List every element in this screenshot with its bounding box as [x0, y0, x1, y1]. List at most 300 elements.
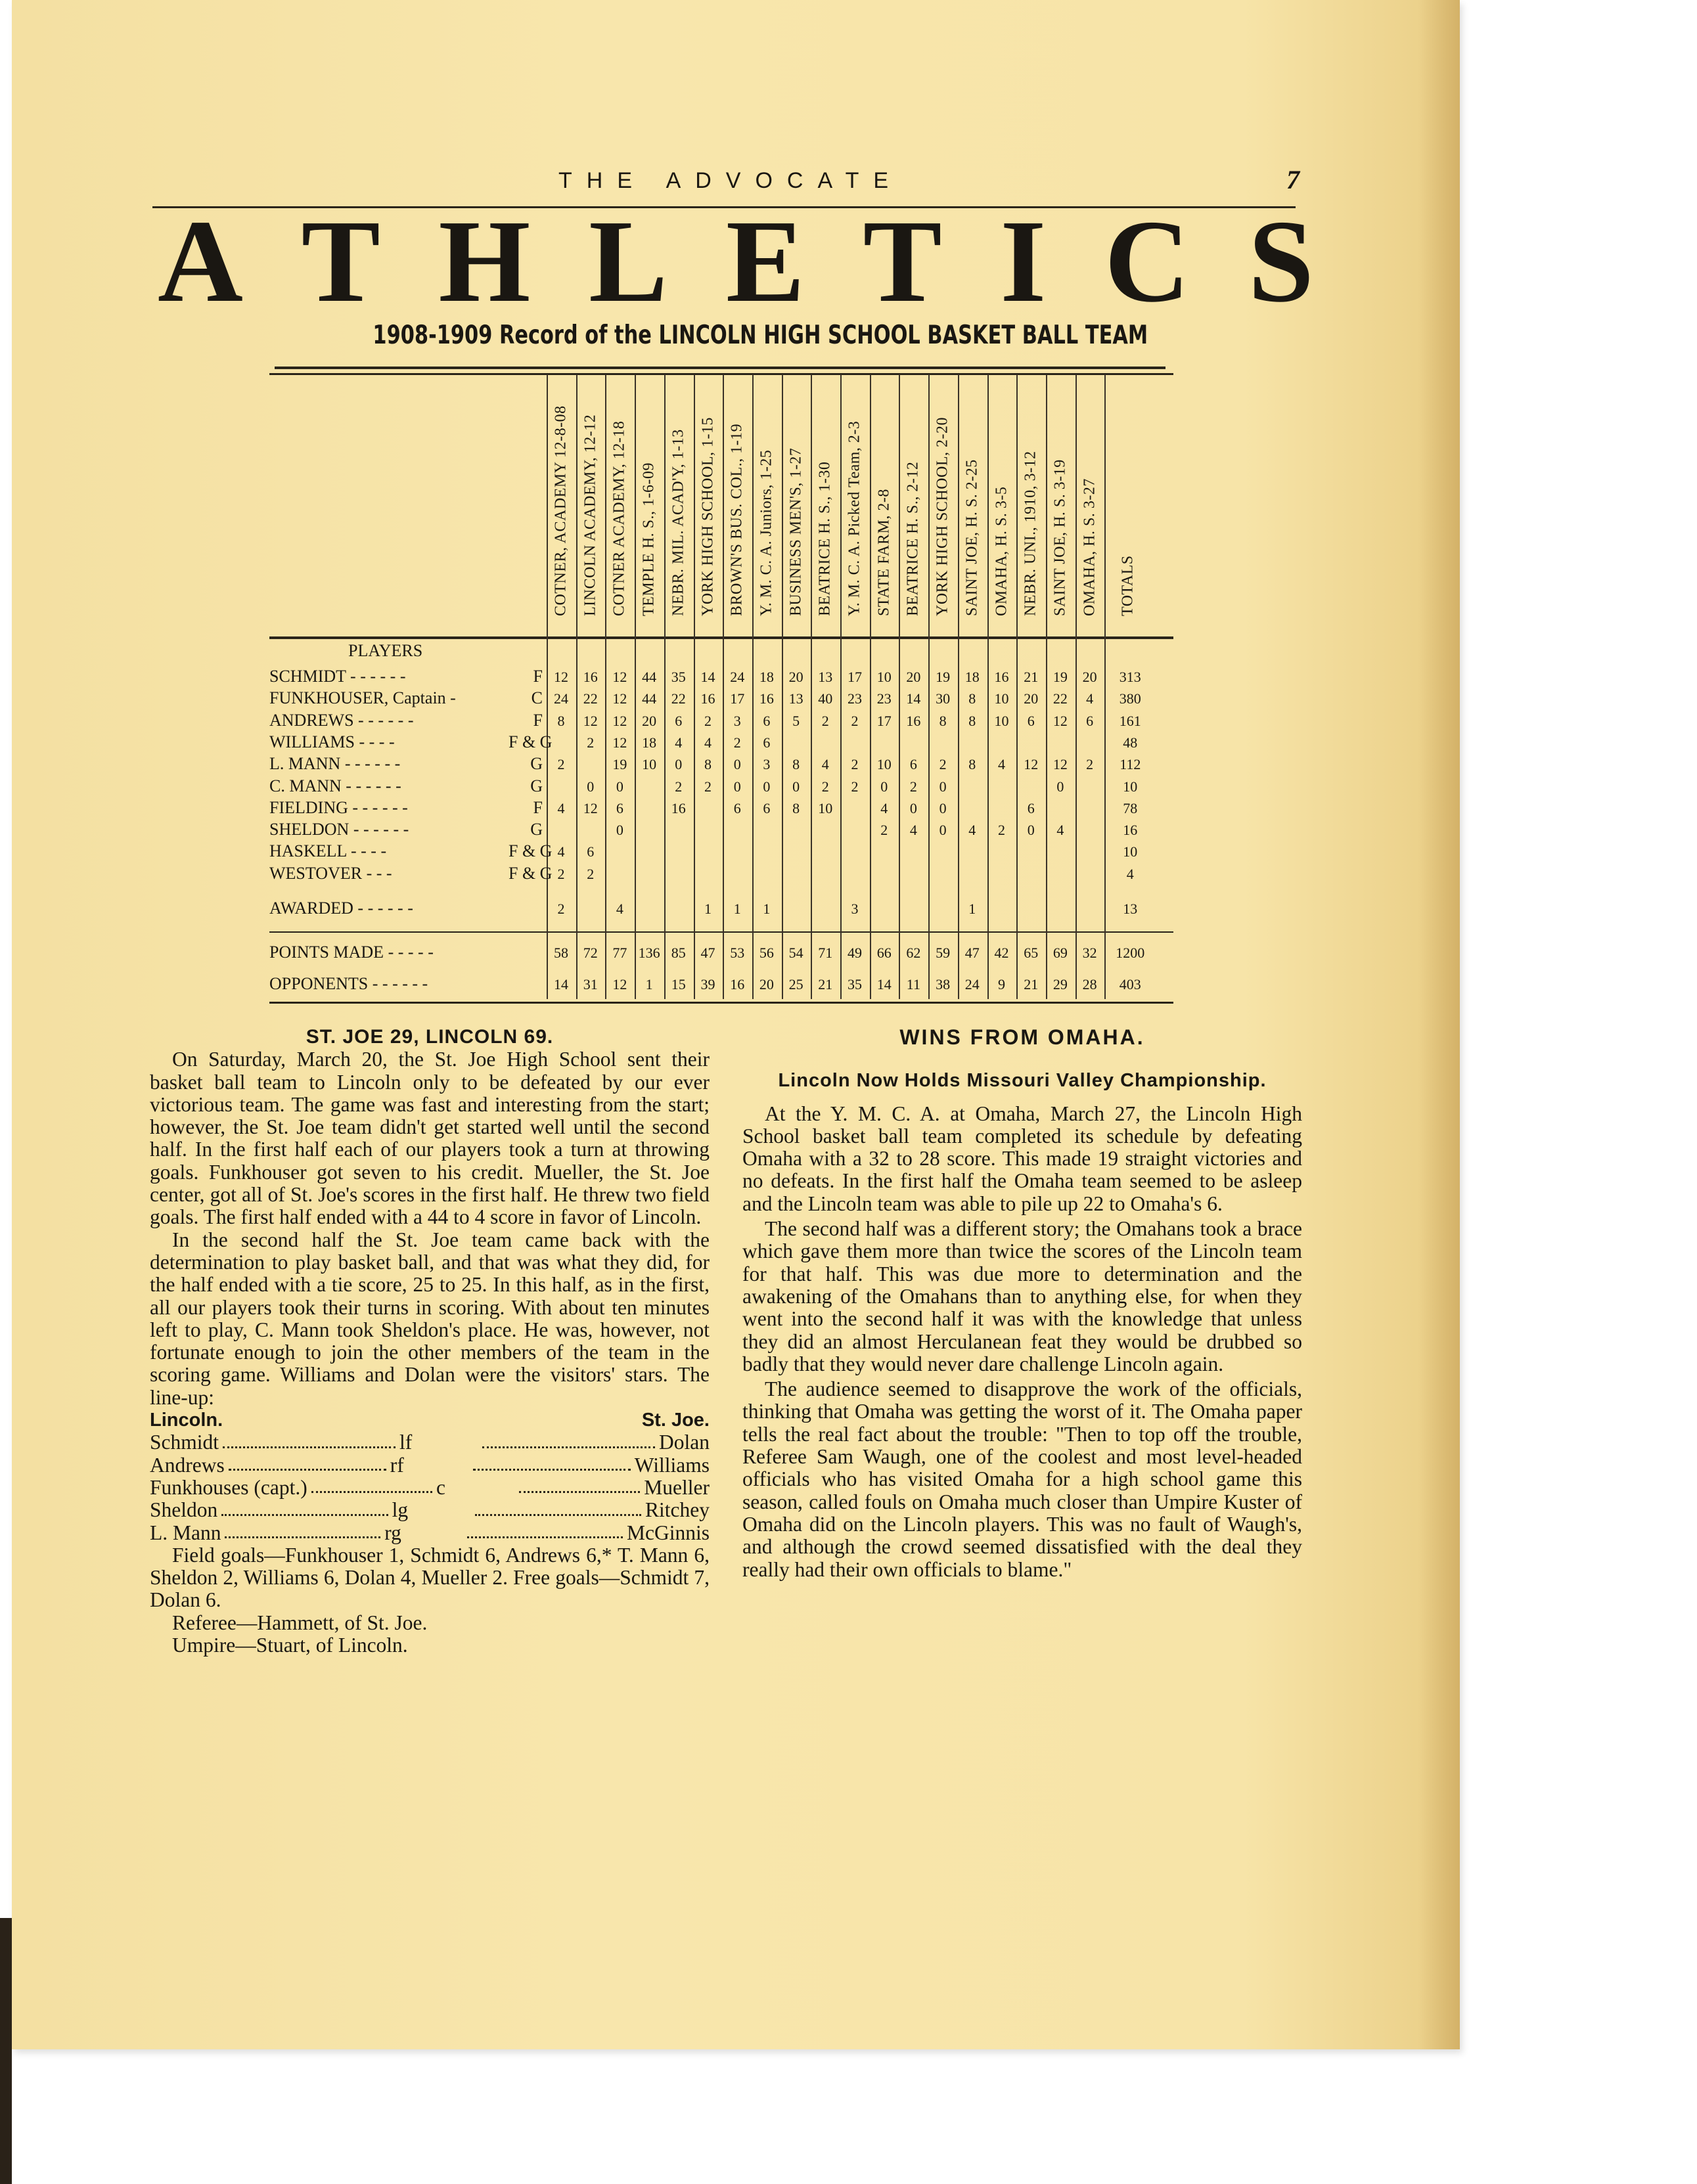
- player-row-position: F & G: [509, 732, 553, 751]
- player-row-cell: 0: [587, 778, 595, 795]
- leader-dots: [223, 1431, 396, 1448]
- game-label: BEATRICE H. S., 2-12: [904, 461, 922, 616]
- lincoln-player: L. Mann: [150, 1521, 221, 1544]
- player-row-position: G: [530, 776, 543, 795]
- leader-dots: [225, 1522, 380, 1538]
- lineup-row: [150, 1477, 710, 1499]
- lincoln-player: Sheldon: [150, 1498, 218, 1522]
- totals-label: TOTALS: [1119, 555, 1137, 616]
- title-letter: T: [301, 196, 380, 326]
- player-row-cell: 8: [704, 756, 712, 773]
- player-row-name: FUNKHOUSER, Captain -: [269, 688, 456, 708]
- leader-dots: [467, 1522, 623, 1538]
- player-row-cell: 6: [763, 712, 771, 729]
- game-label: COTNER, ACADEMY 12-8-08: [552, 405, 570, 616]
- player-row-cell: 6: [587, 843, 595, 860]
- points-made-row-cell: 54: [788, 945, 803, 961]
- player-row-cell: 20: [788, 669, 803, 685]
- player-row-cell: 2: [587, 734, 595, 751]
- opponents-row-cell: 1: [645, 976, 653, 992]
- points-made-row-cell: 136: [638, 945, 660, 961]
- player-row-cell: 4: [968, 822, 976, 839]
- player-row-total: 380: [1119, 690, 1141, 707]
- player-row-cell: 10: [994, 690, 1009, 707]
- player-row-cell: 10: [876, 756, 892, 773]
- player-row-cell: 6: [763, 734, 771, 751]
- game-column-header: [723, 381, 752, 634]
- awarded-row-name: AWARDED - - - - - -: [269, 899, 413, 918]
- player-row-cell: 6: [675, 712, 683, 729]
- leader-dots: [519, 1477, 640, 1493]
- table-top-rule: [269, 373, 1173, 375]
- player-row-total: 161: [1119, 712, 1141, 729]
- player-row-position: C: [531, 688, 543, 708]
- awarded-row-cell: 2: [557, 901, 565, 917]
- opponents-row-cell: 16: [730, 976, 745, 992]
- player-row-total: 4: [1126, 865, 1134, 882]
- game-label: NEBR. MIL. ACAD'Y, 1-13: [669, 429, 687, 616]
- game-column-header: [576, 381, 605, 634]
- player-row-name: WESTOVER - - -: [269, 863, 392, 883]
- player-row-cell: 8: [939, 712, 947, 729]
- player-row-cell: 2: [851, 778, 859, 795]
- player-row-cell: 17: [730, 690, 745, 707]
- player-row-cell: 44: [642, 669, 657, 685]
- player-row-cell: 23: [876, 690, 892, 707]
- leader-dots: [311, 1477, 432, 1493]
- player-row-cell: 3: [733, 712, 741, 729]
- player-row-cell: 5: [792, 712, 800, 729]
- table-header-rule: [269, 636, 1173, 639]
- player-row-cell: 2: [909, 778, 917, 795]
- player-row-cell: 2: [851, 756, 859, 773]
- player-row-name: C. MANN - - - - - -: [269, 776, 401, 795]
- player-row-cell: 40: [818, 690, 833, 707]
- player-row-cell: 17: [876, 712, 892, 729]
- player-row-cell: 20: [1082, 669, 1097, 685]
- player-row-cell: 2: [821, 712, 829, 729]
- left-article-heading: ST. JOE 29, LINCOLN 69.: [305, 1026, 554, 1048]
- player-row-cell: 12: [554, 669, 568, 685]
- game-label: BEATRICE H. S., 1-30: [816, 461, 834, 616]
- player-row-name: FIELDING - - - - - -: [269, 797, 408, 817]
- stjoe-player: Ritchey: [645, 1498, 710, 1522]
- leader-dots: [473, 1454, 631, 1471]
- player-row-cell: 44: [642, 690, 657, 707]
- game-label: LINCOLN ACADEMY, 12-12: [581, 414, 599, 616]
- stjoe-player: Mueller: [644, 1475, 710, 1499]
- player-row-cell: 4: [880, 799, 888, 816]
- left-article: [150, 1026, 710, 1657]
- player-row-total: 16: [1123, 822, 1138, 839]
- lincoln-player: Funkhouses (capt.): [150, 1475, 307, 1499]
- player-row-cell: 12: [612, 734, 627, 751]
- player-row-position: F: [533, 667, 543, 686]
- player-row-cell: 23: [848, 690, 862, 707]
- record-table: [269, 373, 1173, 1005]
- player-row-cell: 12: [612, 712, 627, 729]
- player-row-cell: 0: [939, 799, 947, 816]
- points-made-row-cell: 47: [964, 945, 980, 961]
- player-row-cell: 16: [700, 690, 715, 707]
- player-row-cell: 16: [994, 669, 1009, 685]
- player-row-cell: 2: [821, 778, 829, 795]
- player-row-total: 112: [1120, 756, 1141, 773]
- game-column-header: [605, 381, 634, 634]
- subtitle-rule: [275, 367, 1165, 369]
- game-column-header: [694, 381, 723, 634]
- game-column-header: [958, 381, 987, 634]
- awarded-row-cell: 1: [704, 901, 712, 917]
- player-row-cell: 6: [1086, 712, 1094, 729]
- player-row-cell: 0: [880, 778, 888, 795]
- player-row-cell: 17: [848, 669, 862, 685]
- lineup-position: rf: [390, 1453, 404, 1477]
- players-heading: PLAYERS: [348, 641, 423, 660]
- game-label: BUSINESS MEN'S, 1-27: [787, 447, 805, 616]
- game-label: Y. M. C. A. Juniors, 1-25: [758, 449, 775, 616]
- referee-line: Referee—Hammett, of St. Joe.: [172, 1611, 428, 1634]
- player-row-cell: 12: [583, 712, 598, 729]
- player-row-cell: 8: [792, 756, 800, 773]
- binding-edge: [0, 1918, 12, 2184]
- opponents-row-cell: 11: [906, 976, 920, 992]
- opponents-row-cell: 20: [759, 976, 774, 992]
- player-row-cell: 8: [792, 799, 800, 816]
- player-row-cell: 2: [1086, 756, 1094, 773]
- player-row-cell: 0: [733, 778, 741, 795]
- game-column-header: [1046, 381, 1075, 634]
- player-row-cell: 4: [675, 734, 683, 751]
- awarded-row-cell: 1: [733, 901, 741, 917]
- player-row-cell: 21: [1024, 669, 1039, 685]
- lineup-row: [150, 1522, 710, 1544]
- player-row-cell: 2: [704, 778, 712, 795]
- player-row-cell: 2: [675, 778, 683, 795]
- stjoe-player: Dolan: [659, 1431, 710, 1454]
- game-column-header: [928, 381, 957, 634]
- opponents-row-cell: 31: [583, 976, 598, 992]
- player-row-cell: 0: [616, 778, 623, 795]
- opponents-row-cell: 15: [671, 976, 686, 992]
- lineup-list: [150, 1431, 710, 1544]
- game-column-header: [752, 381, 781, 634]
- points-made-row-cell: 71: [818, 945, 833, 961]
- lineup-position: rg: [384, 1521, 401, 1544]
- points-made-row-cell: 65: [1024, 945, 1039, 961]
- player-row-total: 313: [1119, 669, 1141, 685]
- player-row-cell: 2: [733, 734, 741, 751]
- title-letter: S: [1248, 196, 1314, 326]
- player-row-cell: 30: [936, 690, 951, 707]
- opponents-row-cell: 9: [998, 976, 1005, 992]
- lineup-row: [150, 1499, 710, 1521]
- game-label: OMAHA, H. S. 3-5: [993, 486, 1010, 616]
- player-row-name: SHELDON - - - - - -: [269, 820, 409, 839]
- player-row-cell: 0: [733, 756, 741, 773]
- player-row-cell: 2: [587, 865, 595, 882]
- points-made-row-cell: 32: [1082, 945, 1097, 961]
- player-row-cell: 2: [557, 756, 565, 773]
- leader-dots: [229, 1454, 386, 1471]
- player-row-name: SCHMIDT - - - - - -: [269, 667, 406, 686]
- opponents-row-cell: 21: [818, 976, 833, 992]
- player-row-cell: 8: [968, 756, 976, 773]
- right-article-para-3: The audience seemed to disapprove the work of the officials, thinking that Omaha was getting the worst of it. The Omaha paper tells the real fact about the trouble: "Then to top off the trouble, Referee Sam Waugh, one of the coolest and most level-headed officials who has visited Omaha for a high school game this season, called fouls on Omaha much closer than Umpire Kuster of Omaha did on the Lincoln players. This was no fault of Waugh's, and although the crowd seemed dissatisfied with the deal they really had their own officials to blame.": [742, 1377, 1302, 1581]
- game-column-header: [870, 381, 899, 634]
- lineup-position: lf: [399, 1431, 413, 1454]
- player-row-cell: 2: [704, 712, 712, 729]
- game-column-header: [547, 381, 576, 634]
- points-made-row-cell: 49: [848, 945, 862, 961]
- page-number: 7: [1286, 165, 1300, 194]
- player-row-total: 10: [1123, 778, 1138, 795]
- opponents-row-cell: 25: [788, 976, 803, 992]
- player-row-position: F & G: [509, 841, 553, 861]
- opponents-row-cell: 39: [700, 976, 715, 992]
- player-row-cell: 10: [642, 756, 657, 773]
- player-row-cell: 4: [821, 756, 829, 773]
- lineup-position: c: [436, 1475, 445, 1499]
- title-letter: T: [863, 196, 942, 326]
- player-row-cell: 22: [671, 690, 686, 707]
- lineup-header: [150, 1409, 710, 1431]
- section-title: [158, 196, 1314, 326]
- player-row-cell: 12: [612, 669, 627, 685]
- player-row-cell: 6: [909, 756, 917, 773]
- game-column-header: [1075, 381, 1104, 634]
- awarded-row-total: 13: [1123, 901, 1138, 917]
- title-letter: I: [1000, 196, 1047, 326]
- opponents-row-cell: 29: [1052, 976, 1068, 992]
- player-row-cell: 0: [763, 778, 771, 795]
- player-row-cell: 6: [733, 799, 741, 816]
- player-row-cell: 16: [759, 690, 774, 707]
- player-row-position: G: [530, 820, 543, 839]
- lineup-team-lincoln: Lincoln.: [150, 1410, 223, 1431]
- player-row-position: F: [533, 710, 543, 730]
- points-made-row-cell: 58: [554, 945, 568, 961]
- player-row-cell: 8: [557, 712, 565, 729]
- points-made-row-cell: 69: [1052, 945, 1068, 961]
- player-row-cell: 16: [671, 799, 686, 816]
- opponents-row-name: OPPONENTS - - - - - -: [269, 974, 428, 993]
- player-row-cell: 14: [700, 669, 715, 685]
- left-article-para-1: On Saturday, March 20, the St. Joe High School sent their basket ball team to Lincoln only to be defeated by our ever victorious team. The game was fast and interesting from the start; however, the St. Joe team didn't get started well until the second half. In the first half each of our players took a turn at throwing goals. Funkhouser got seven to his credit. Mueller, the St. Joe center, got all of St. Joe's scores in the first half. He threw two field goals. The first half ended with a 44 to 4 score in favor of Lincoln.: [150, 1048, 710, 1229]
- player-row-cell: 19: [612, 756, 627, 773]
- leader-dots: [475, 1499, 641, 1515]
- player-row-cell: 0: [939, 778, 947, 795]
- player-row-cell: 4: [909, 822, 917, 839]
- lineup-team-stjoe: St. Joe.: [641, 1410, 710, 1431]
- player-row-cell: 4: [704, 734, 712, 751]
- player-row-cell: 20: [1024, 690, 1039, 707]
- opponents-row-total: 403: [1119, 976, 1141, 992]
- game-label: TEMPLE H. S., 1-6-09: [640, 462, 658, 616]
- player-row-position: G: [530, 754, 543, 774]
- player-row-cell: 16: [906, 712, 921, 729]
- right-article-para-2: The second half was a different story; the Omahans took a brace which gave them more than twice the scores of the Lincoln team for that half. This was due more to determination and the awakening of the Omahans than to anything else, for when they went into the second half it was with the knowledge that unless they did an almost Herculanean feat they would be drubbed so badly that they would never dare challenge Lincoln again.: [742, 1217, 1302, 1375]
- points-made-row-cell: 77: [612, 945, 627, 961]
- right-article-heading: WINS FROM OMAHA.: [899, 1025, 1145, 1049]
- umpire-line: Umpire—Stuart, of Lincoln.: [172, 1634, 408, 1657]
- game-label: YORK HIGH SCHOOL, 2-20: [934, 417, 951, 616]
- points-made-row-cell: 42: [994, 945, 1009, 961]
- player-row-cell: 0: [675, 756, 683, 773]
- game-column-header: [811, 381, 840, 634]
- player-row-total: 10: [1123, 843, 1138, 860]
- player-row-cell: 2: [851, 712, 859, 729]
- player-row-cell: 4: [1056, 822, 1064, 839]
- player-row-cell: 24: [554, 690, 568, 707]
- player-row-cell: 20: [642, 712, 657, 729]
- points-made-rule: [269, 931, 1173, 933]
- points-made-row-cell: 53: [730, 945, 745, 961]
- totals-column-header: [1114, 381, 1143, 634]
- opponents-row-cell: 12: [612, 976, 627, 992]
- player-row-cell: 0: [792, 778, 800, 795]
- title-letter: A: [158, 196, 243, 326]
- player-row-cell: 6: [763, 799, 771, 816]
- game-label: SAINT JOE, H. S. 2-25: [963, 459, 981, 616]
- opponents-row-cell: 35: [848, 976, 862, 992]
- player-row-cell: 4: [998, 756, 1005, 773]
- lineup-position: lg: [392, 1498, 409, 1522]
- right-article-subheading: Lincoln Now Holds Missouri Valley Championship.: [778, 1070, 1267, 1092]
- title-letter: C: [1104, 196, 1190, 326]
- game-label: OMAHA, H. S. 3-27: [1081, 478, 1098, 616]
- player-row-cell: 12: [1052, 712, 1068, 729]
- leader-dots: [482, 1431, 655, 1448]
- player-row-position: F & G: [509, 863, 553, 883]
- player-row-name: WILLIAMS - - - -: [269, 732, 395, 751]
- points-made-row-cell: 62: [906, 945, 921, 961]
- game-column-header: [782, 381, 811, 634]
- player-row-cell: 0: [909, 799, 917, 816]
- opponents-row-cell: 14: [876, 976, 892, 992]
- player-row-cell: 12: [612, 690, 627, 707]
- player-row-cell: 12: [583, 799, 598, 816]
- right-article-para-1: At the Y. M. C. A. at Omaha, March 27, the Lincoln High School basket ball team completed its schedule by defeating Omaha with a 32 to 28 score. This made 19 straight victories and no defeats. In the first half the Omaha team seemed to be asleep and the Lincoln team was able to pile up 22 to Omaha's 6.: [742, 1102, 1302, 1215]
- game-label: COTNER ACADEMY, 12-18: [610, 420, 628, 616]
- player-row-cell: 18: [642, 734, 657, 751]
- player-row-cell: 20: [906, 669, 921, 685]
- player-row-cell: 4: [1086, 690, 1094, 707]
- game-column-header: [840, 381, 869, 634]
- game-column-header: [1016, 381, 1045, 634]
- player-row-cell: 0: [939, 822, 947, 839]
- running-title: THE ADVOCATE: [558, 168, 903, 193]
- game-label: SAINT JOE, H. S. 3-19: [1051, 459, 1069, 616]
- player-row-cell: 14: [906, 690, 921, 707]
- opponents-row-cell: 14: [554, 976, 568, 992]
- points-made-row-cell: 59: [936, 945, 951, 961]
- page-edge-shadow: [1420, 0, 1460, 2049]
- player-row-cell: 22: [1052, 690, 1068, 707]
- player-row-cell: 2: [939, 756, 947, 773]
- player-row-cell: 4: [557, 843, 565, 860]
- opponents-row-cell: 24: [964, 976, 980, 992]
- player-row-cell: 2: [998, 822, 1005, 839]
- game-label: YORK HIGH SCHOOL, 1-15: [699, 417, 716, 616]
- lincoln-player: Andrews: [150, 1453, 225, 1477]
- points-made-row-cell: 47: [700, 945, 715, 961]
- game-label: STATE FARM, 2-8: [875, 489, 893, 616]
- player-row-total: 48: [1123, 734, 1138, 751]
- game-column-header: [664, 381, 693, 634]
- title-letter: L: [589, 196, 668, 326]
- player-row-cell: 10: [876, 669, 892, 685]
- player-row-cell: 13: [788, 690, 803, 707]
- player-row-cell: 6: [1027, 712, 1035, 729]
- player-row-cell: 35: [671, 669, 686, 685]
- player-row-cell: 0: [616, 822, 623, 839]
- player-row-cell: 18: [964, 669, 980, 685]
- player-row-cell: 2: [880, 822, 888, 839]
- left-article-para-2: In the second half the St. Joe team came back with the determination to play basket ball, and that was what they did, for the half ended with a tie score, 25 to 25. In this half, as in the first, all our players took their turns in scoring. With about ten minutes left to play, C. Mann took Sheldon's place. He was, however, not fortunate enough to join the other members of the team in the scoring game. Williams and Dolan were the visitors' stars. The line-up:: [150, 1228, 710, 1409]
- player-row-cell: 19: [1052, 669, 1068, 685]
- game-column-header: [635, 381, 664, 634]
- points-made-row-cell: 72: [583, 945, 598, 961]
- player-row-cell: 0: [1027, 822, 1035, 839]
- player-row-cell: 10: [818, 799, 833, 816]
- leader-dots: [221, 1499, 388, 1515]
- awarded-row-cell: 3: [851, 901, 859, 917]
- right-article: [742, 1026, 1302, 1581]
- player-row-total: 78: [1123, 799, 1138, 816]
- player-row-cell: 0: [1056, 778, 1064, 795]
- player-row-position: F: [533, 797, 543, 817]
- player-row-cell: 8: [968, 690, 976, 707]
- player-row-cell: 18: [759, 669, 774, 685]
- player-row-cell: 6: [616, 799, 623, 816]
- opponents-row-cell: 21: [1024, 976, 1039, 992]
- player-row-cell: 16: [583, 669, 598, 685]
- column-rule: [1104, 374, 1106, 999]
- game-label: Y. M. C. A. Picked Team, 2-3: [846, 420, 863, 616]
- opponents-row-cell: 28: [1082, 976, 1097, 992]
- player-row-name: ANDREWS - - - - - -: [269, 710, 414, 730]
- player-row-cell: 13: [818, 669, 833, 685]
- stjoe-player: Williams: [634, 1453, 710, 1477]
- lineup-row: [150, 1431, 710, 1454]
- player-row-cell: 12: [1024, 756, 1039, 773]
- title-letter: H: [438, 196, 531, 326]
- points-made-row-total: 1200: [1116, 945, 1145, 961]
- lincoln-player: Schmidt: [150, 1431, 219, 1454]
- stjoe-player: McGinnis: [627, 1521, 710, 1544]
- player-row-name: HASKELL - - - -: [269, 841, 387, 861]
- player-row-cell: 10: [994, 712, 1009, 729]
- player-row-cell: 3: [763, 756, 771, 773]
- points-made-row-cell: 66: [876, 945, 892, 961]
- title-letter: E: [725, 196, 805, 326]
- player-row-cell: 22: [583, 690, 598, 707]
- player-row-cell: 8: [968, 712, 976, 729]
- player-row-cell: 12: [1052, 756, 1068, 773]
- points-made-row-name: POINTS MADE - - - - -: [269, 943, 434, 962]
- points-made-row-cell: 85: [671, 945, 686, 961]
- opponents-row-cell: 38: [936, 976, 951, 992]
- left-article-para-3: Field goals—Funkhouser 1, Schmidt 6, Andrews 6,* T. Mann 6, Sheldon 2, Williams 6, Dolan 4, Mueller 2. Free goals—Schmidt 7, Dolan 6.: [150, 1543, 710, 1612]
- table-bottom-rule: [269, 1002, 1173, 1004]
- awarded-row-cell: 1: [968, 901, 976, 917]
- player-row-cell: 4: [557, 799, 565, 816]
- player-row-cell: 6: [1027, 799, 1035, 816]
- points-made-row-cell: 56: [759, 945, 774, 961]
- game-column-header: [899, 381, 928, 634]
- player-row-cell: 24: [730, 669, 745, 685]
